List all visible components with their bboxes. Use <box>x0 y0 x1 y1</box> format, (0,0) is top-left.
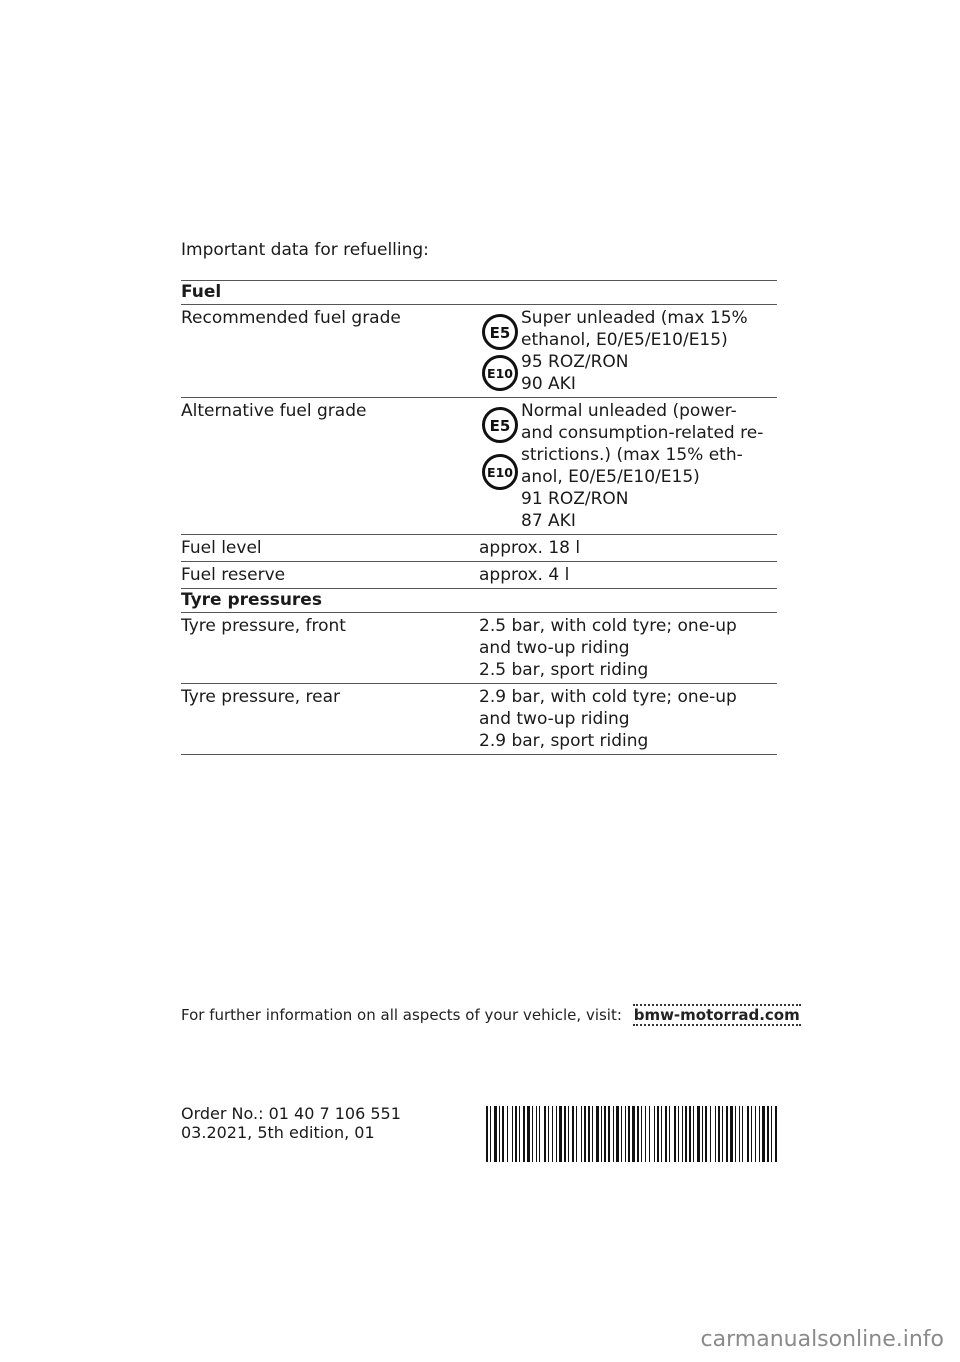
watermark-text: carmanualsonline.info <box>700 1327 944 1352</box>
tyre-rear-label: Tyre pressure, rear <box>181 687 340 707</box>
e10-badge-text: E10 <box>487 465 513 480</box>
fuel-level-label: Fuel level <box>181 538 262 558</box>
fuel-badges <box>479 307 521 395</box>
recommended-fuel-value: Super unleaded (max 15% ethanol, E0/E5/E10/E15) 95 ROZ/RON 90 AKI <box>521 308 748 394</box>
row-recommended-fuel <box>181 304 777 397</box>
row-fuel-level <box>181 534 777 561</box>
refuelling-data-table <box>181 280 777 755</box>
fuel-reserve-value: approx. 4 l <box>479 565 570 585</box>
tyre-rear-value: 2.9 bar, with cold tyre; one-up and two-up riding 2.9 bar, sport riding <box>479 687 737 751</box>
e5-badge-text: E5 <box>489 324 511 342</box>
e5-badge-icon <box>481 313 519 351</box>
fuel-level-value: approx. 18 l <box>479 538 581 558</box>
further-info <box>181 1006 801 1024</box>
bmw-motorrad-link[interactable]: bmw-motorrad.com <box>633 1006 800 1024</box>
row-tyre-front <box>181 612 777 683</box>
fuel-badges <box>479 400 521 532</box>
order-number: Order No.: 01 40 7 106 551 <box>181 1104 401 1123</box>
e5-badge-icon <box>481 406 519 444</box>
alternative-fuel-value: Normal unleaded (power- and consumption-related re- strictions.) (max 15% eth- anol, E0/E5/E10/E15) 91 ROZ/RON 87 AKI <box>521 401 764 531</box>
fuel-reserve-label: Fuel reserve <box>181 565 286 585</box>
row-tyre-rear <box>181 683 777 755</box>
edition-info: 03.2021, 5th edition, 01 <box>181 1123 375 1142</box>
e10-badge-icon <box>481 354 519 392</box>
e10-badge-text: E10 <box>487 366 513 381</box>
alternative-fuel-label: Alternative fuel grade <box>181 401 367 421</box>
tyre-front-value: 2.5 bar, with cold tyre; one-up and two-up riding 2.5 bar, sport riding <box>479 616 737 680</box>
e10-badge-icon <box>481 453 519 491</box>
tyre-heading: Tyre pressures <box>181 590 322 610</box>
barcode-image <box>486 1106 778 1162</box>
tyre-front-label: Tyre pressure, front <box>181 616 346 636</box>
intro-text: Important data for refuelling: <box>181 240 429 260</box>
order-info <box>181 1104 401 1142</box>
further-info-text: For further information on all aspects of your vehicle, visit: <box>181 1006 622 1024</box>
e5-badge-text: E5 <box>489 417 511 435</box>
section-tyre-heading <box>181 588 777 612</box>
fuel-heading: Fuel <box>181 282 222 302</box>
row-alternative-fuel <box>181 397 777 534</box>
section-fuel-heading <box>181 280 777 304</box>
row-fuel-reserve <box>181 561 777 588</box>
recommended-fuel-label: Recommended fuel grade <box>181 308 401 328</box>
